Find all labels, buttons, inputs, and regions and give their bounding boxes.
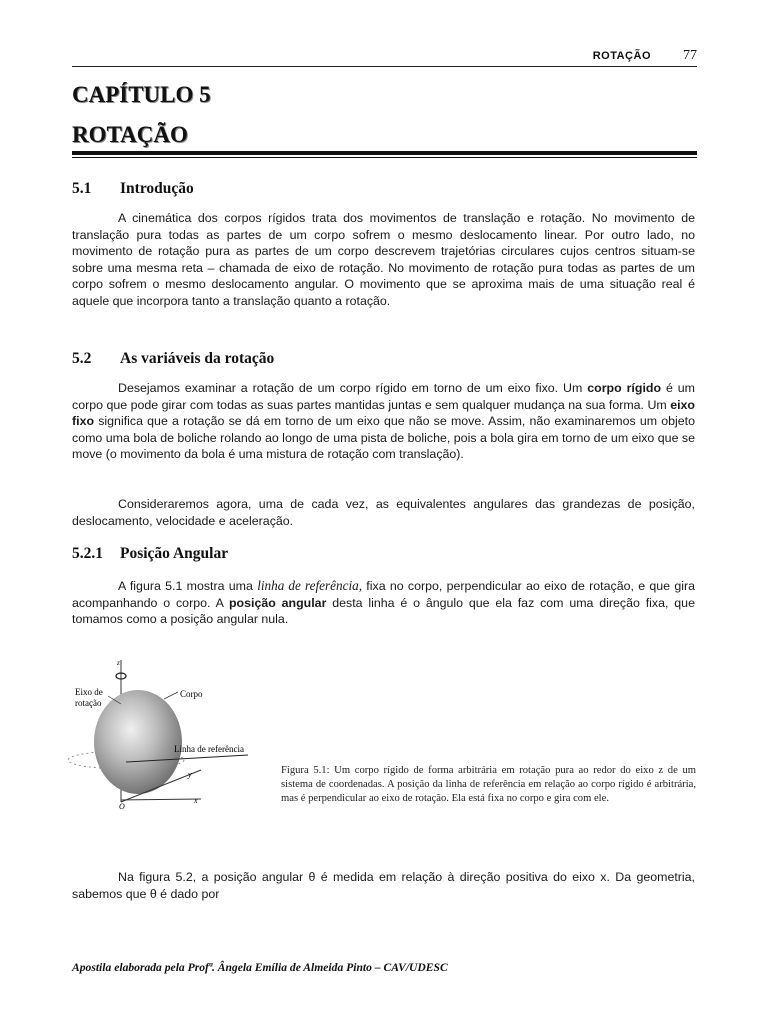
- label-linha-referencia: Linha de referência: [174, 744, 244, 754]
- term-corpo-rigido: corpo rígido: [587, 381, 662, 395]
- section-number: 5.2: [72, 350, 92, 367]
- text-run: é um corpo que pode girar com todas as suas partes mantidas juntas e sem qualquer mudança na sua forma. Um: [72, 381, 695, 412]
- paragraph-angular-position: [72, 578, 695, 628]
- label-corpo: Corpo: [180, 689, 203, 699]
- section-heading-5-2-1: [72, 545, 228, 563]
- label-x: x: [194, 796, 198, 805]
- paragraph-figure-5-2: Na figura 5.2, a posição angular θ é medida em relação à direção positiva do eixo x. Da geometria, sabemos que θ é dado por: [72, 870, 695, 901]
- section-title: As variáveis da rotação: [120, 350, 275, 367]
- section-heading-5-1: [72, 180, 194, 198]
- page-number: 77: [683, 48, 697, 63]
- term-linha-referencia: linha de referência,: [257, 578, 363, 593]
- chapter-title: ROTAÇÃO: [72, 122, 188, 147]
- text-run: A figura 5.1 mostra uma: [118, 579, 258, 593]
- paragraph-consider: Consideraremos agora, uma de cada vez, as equivalentes angulares das grandezas de posição, deslocamento, velocidade e aceleração.: [72, 497, 695, 528]
- chapter-heading: CAPÍTULO 5: [72, 82, 211, 107]
- section-number: 5.2.1: [72, 545, 103, 562]
- label-z: z: [117, 659, 120, 667]
- header-section: ROTAÇÃO: [592, 50, 651, 62]
- leader-corpo: [164, 692, 178, 699]
- section-title: Posição Angular: [120, 545, 229, 562]
- footer-credit: Apostila elaborada pela Profª. Ângela Emília de Almeida Pinto – CAV/UDESC: [72, 961, 448, 974]
- label-eixo-de: Eixo de: [75, 687, 103, 697]
- term-posicao-angular: posição angular: [228, 595, 327, 610]
- section-number: 5.1: [72, 180, 92, 197]
- text-run: desta linha é o ângulo que ela faz com uma direção fixa, que tomamos como a posição angular nula.: [72, 595, 695, 627]
- label-y: y: [188, 770, 192, 779]
- label-rotacao: rotação: [75, 698, 102, 708]
- figure-caption: Figura 5.1: Um corpo rígido de forma arbitrária em rotação pura ao redor do eixo z de um sistema de coordenadas. A posição da linha de referência em relação ao corpo rígido é arbitrária, mas é perpendicular ao eixo de rotação. Ela está fixa no corpo e gira com ele.: [281, 765, 696, 804]
- title-rule-thin: [72, 157, 697, 158]
- label-origin: O: [119, 802, 125, 811]
- text-run: fixa no corpo, perpendicular ao eixo de rotação, e que gira acompanhando o corpo. A: [72, 579, 695, 610]
- paragraph-variables: [72, 380, 695, 463]
- x-axis: [121, 799, 201, 800]
- title-rule-thick: [72, 151, 697, 155]
- paragraph-intro: A cinemática dos corpos rígidos trata dos movimentos de translação e rotação. No movimento de translação pura todas as partes de um corpo sofrem o mesmo deslocamento linear. Por outro lado, no movimento de rotação pura as partes de um corpo descrevem trajetórias circulares cujos centros situam-se sobre uma mesma reta – chamada de eixo de rotação. No movimento de rotação pura todas as partes de um corpo sofrem o mesmo deslocamento angular. O movimento que se aproxima mais de uma situação real é aquele que incorpora tanto a translação quanto a rotação.: [72, 211, 695, 308]
- text-run: significa que a rotação se dá em torno de um eixo que não se move. Assim, não examinaremos um objeto como uma bola de boliche rolando ao longo de uma pista de boliche, pois a bola gira em torno de um eixo que se move (o movimento da bola é uma mistura de rotação com translação).: [72, 414, 695, 462]
- term-eixo-fixo: eixo fixo: [72, 397, 695, 429]
- running-header: [72, 48, 697, 67]
- rigid-body: [94, 690, 182, 794]
- figure-5-1: [66, 652, 276, 822]
- section-heading-5-2: [72, 350, 274, 368]
- text-run: Desejamos examinar a rotação de um corpo rígido em torno de um eixo fixo. Um: [118, 381, 588, 395]
- section-title: Introdução: [120, 180, 194, 197]
